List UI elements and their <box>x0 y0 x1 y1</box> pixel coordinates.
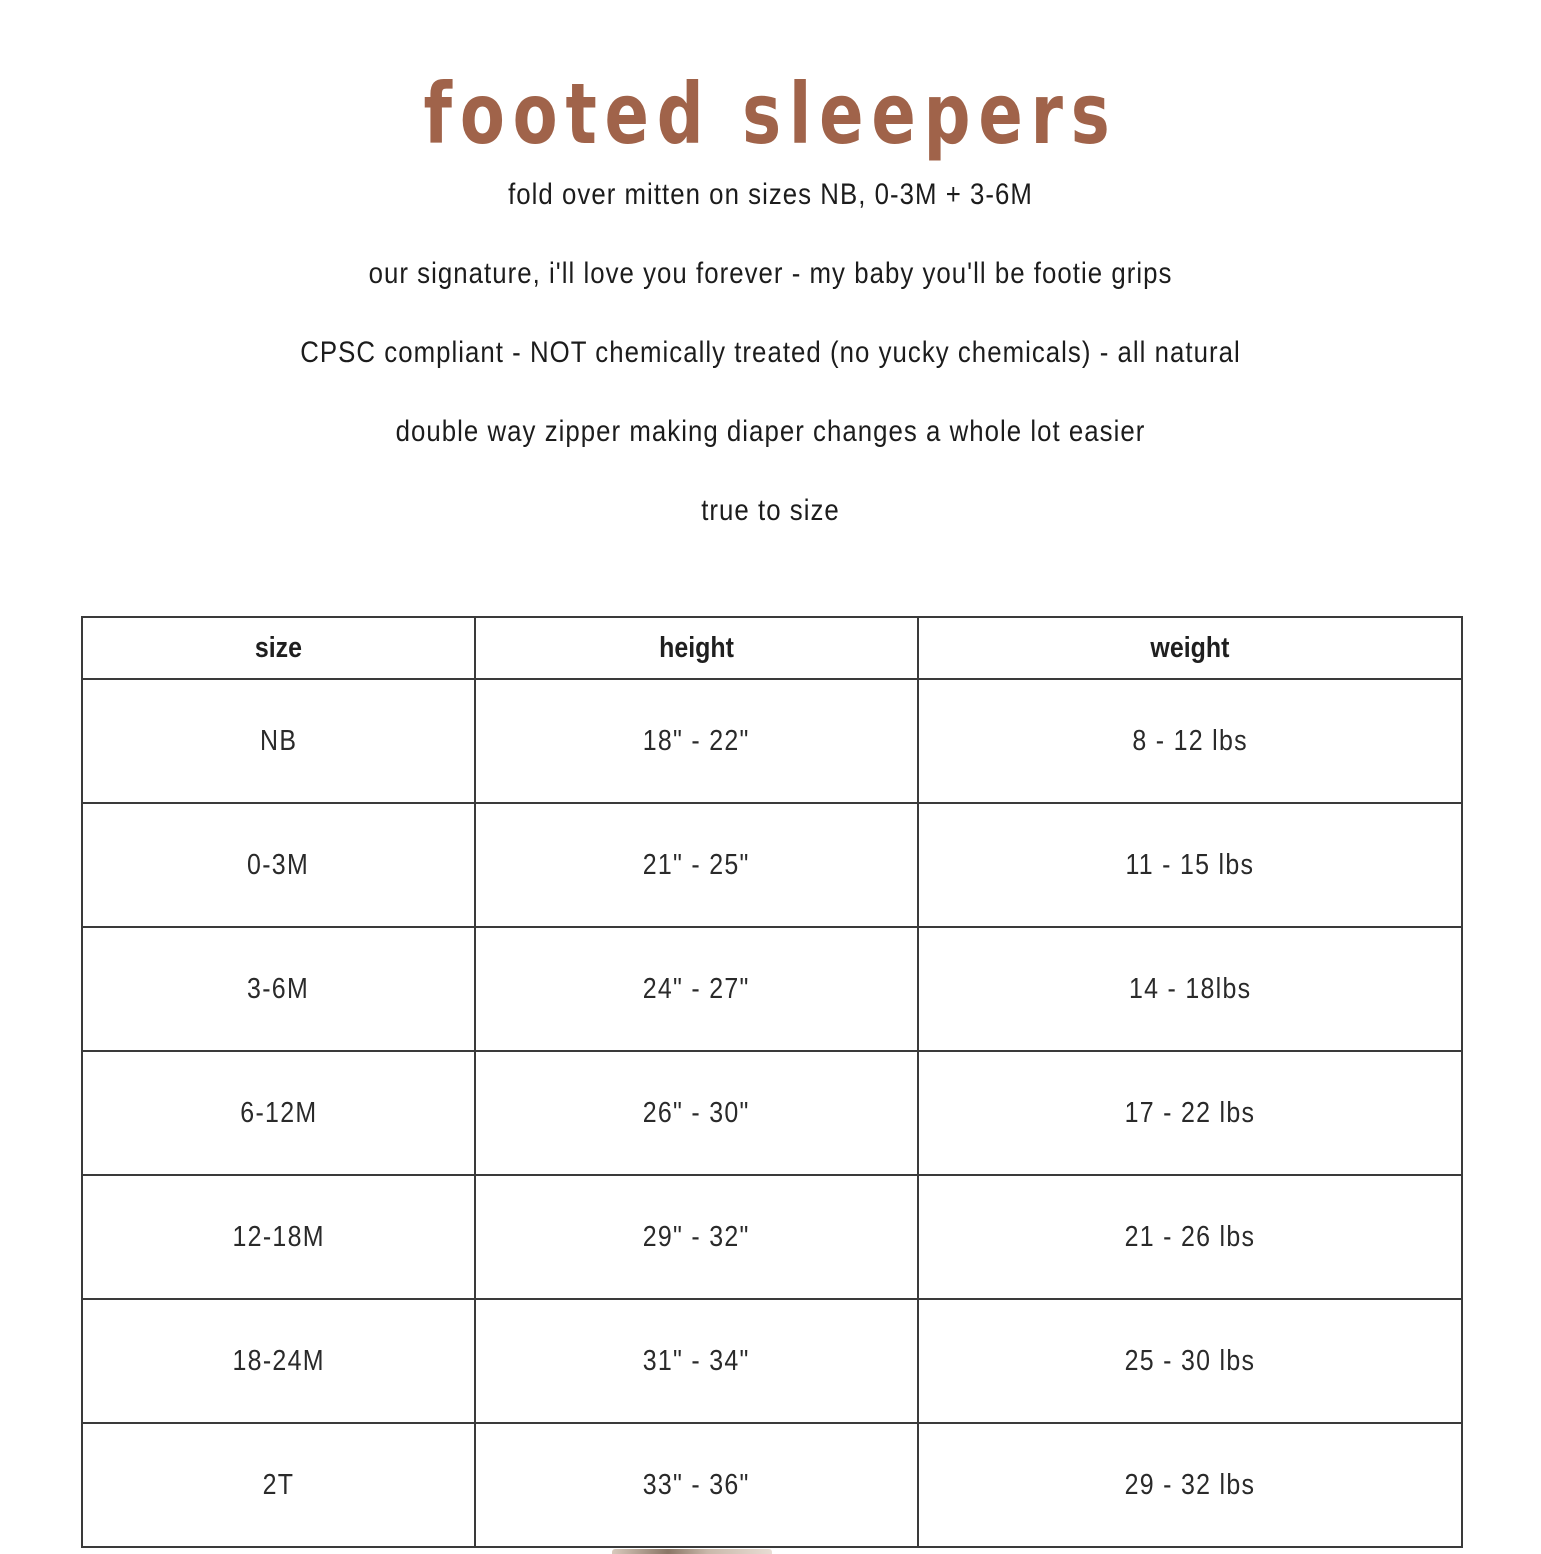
table-row <box>82 1423 1462 1547</box>
weight-cell: 8 - 12 lbs <box>918 679 1462 803</box>
column-header-height: height <box>475 617 918 679</box>
table-row <box>82 679 1462 803</box>
size-cell: 12-18M <box>82 1175 475 1299</box>
feature-item: true to size <box>701 494 840 527</box>
table-row <box>82 803 1462 927</box>
table-row <box>82 1299 1462 1423</box>
weight-cell: 17 - 22 lbs <box>918 1051 1462 1175</box>
height-cell: 26" - 30" <box>475 1051 918 1175</box>
table-header-row <box>82 617 1462 679</box>
height-cell: 24" - 27" <box>475 927 918 1051</box>
weight-cell: 29 - 32 lbs <box>918 1423 1462 1547</box>
column-header-size: size <box>82 617 475 679</box>
table-row <box>82 927 1462 1051</box>
size-cell: 6-12M <box>82 1051 475 1175</box>
column-header-weight: weight <box>918 617 1462 679</box>
weight-cell: 21 - 26 lbs <box>918 1175 1462 1299</box>
feature-list <box>0 172 1541 567</box>
weight-cell: 14 - 18lbs <box>918 927 1462 1051</box>
height-cell: 18" - 22" <box>475 679 918 803</box>
size-cell: NB <box>82 679 475 803</box>
size-cell: 0-3M <box>82 803 475 927</box>
height-cell: 33" - 36" <box>475 1423 918 1547</box>
table-row <box>82 1051 1462 1175</box>
size-cell: 18-24M <box>82 1299 475 1423</box>
height-cell: 21" - 25" <box>475 803 918 927</box>
page-title: footed sleepers <box>423 65 1118 164</box>
weight-cell: 25 - 30 lbs <box>918 1299 1462 1423</box>
size-chart-table <box>81 616 1463 1548</box>
height-cell: 29" - 32" <box>475 1175 918 1299</box>
feature-item: our signature, i'll love you forever - my baby you'll be footie grips <box>368 257 1173 290</box>
feature-item: double way zipper making diaper changes a whole lot easier <box>395 415 1146 448</box>
feature-item: CPSC compliant - NOT chemically treated (no yucky chemicals) - all natural <box>300 336 1241 369</box>
product-photo-edge <box>612 1549 772 1554</box>
table-row <box>82 1175 1462 1299</box>
size-cell: 3-6M <box>82 927 475 1051</box>
size-cell: 2T <box>82 1423 475 1547</box>
weight-cell: 11 - 15 lbs <box>918 803 1462 927</box>
height-cell: 31" - 34" <box>475 1299 918 1423</box>
feature-item: fold over mitten on sizes NB, 0-3M + 3-6M <box>508 178 1033 211</box>
